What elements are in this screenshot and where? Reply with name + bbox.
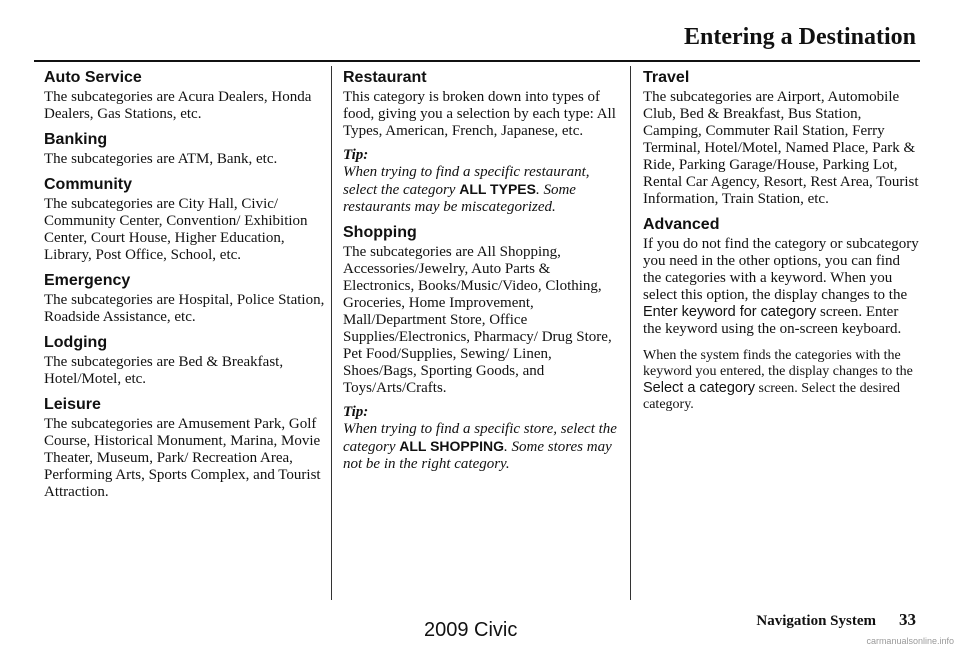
section-text [643, 348, 919, 413]
tip-text-post: . Some stores may not be in the right category. [343, 439, 612, 472]
section-heading: Travel [643, 69, 690, 86]
footer-label: Navigation System [756, 613, 876, 629]
advanced-text-post: screen. Enter the keyword using the on-screen keyboard. [643, 304, 902, 337]
section-restaurant [343, 68, 621, 216]
section-community [44, 175, 326, 264]
section-text: The subcategories are ATM, Bank, etc. [44, 151, 278, 167]
screen-name-enter-keyword: Enter keyword for category [643, 304, 817, 320]
tip-label: Tip: [343, 147, 369, 163]
tip-text [343, 164, 621, 216]
section-text: The subcategories are Hospital, Police Station, Roadside Assistance, etc. [44, 292, 325, 325]
section-text: This category is broken down into types of food, giving you a selection by each type: All Types, American, French, Japanese, etc. [343, 89, 616, 139]
section-heading: Leisure [44, 396, 101, 413]
tip-text-pre: When trying to find a specific restaurant, select the category [343, 164, 590, 198]
advanced-text2-pre: When the system finds the categories with the keyword you entered, the display changes to the [643, 348, 913, 379]
section-emergency [44, 271, 326, 326]
column-right [643, 68, 919, 420]
section-heading: Auto Service [44, 69, 142, 86]
column-middle [343, 68, 621, 480]
section-text: The subcategories are Airport, Automobile Club, Bed & Breakfast, Bus Station, Camping, Commuter Rail Station, Ferry Terminal, Hotel/Motel, Named Place, Park & Ride, Parking Garage/House, Parking Lot, Rental Car Agency, Resort, Rest Area, Tourist Information, Train Station, etc. [643, 89, 919, 207]
section-shopping [343, 223, 621, 473]
column-divider [630, 66, 631, 600]
tip-term-all-shopping: ALL SHOPPING [399, 438, 504, 454]
title-rule [34, 60, 920, 62]
model-label: 2009 Civic [424, 619, 518, 641]
section-text: The subcategories are Bed & Breakfast, Hotel/Motel, etc. [44, 354, 284, 387]
section-heading: Lodging [44, 334, 108, 351]
tip-text-pre: When trying to find a specific store, select the category [343, 421, 617, 455]
column-left [44, 68, 326, 508]
section-travel [643, 68, 919, 208]
screen-name-select-category: Select a category [643, 380, 756, 396]
tip-text-post: . Some restaurants may be miscategorized. [343, 182, 576, 215]
advanced-text-pre: If you do not find the category or subcategory you need in the other options, you can find the categories with a keyword. When you select this option, the display changes to the [643, 236, 919, 303]
section-heading: Emergency [44, 272, 131, 289]
section-heading: Banking [44, 131, 108, 148]
section-heading: Shopping [343, 224, 417, 241]
section-auto-service [44, 68, 326, 123]
column-divider [331, 66, 332, 600]
section-heading: Community [44, 176, 132, 193]
section-banking [44, 130, 326, 168]
section-advanced [643, 215, 919, 413]
page-number: 33 [899, 610, 916, 629]
watermark: carmanualsonline.info [866, 636, 954, 646]
advanced-text2-post: screen. Select the desired category. [643, 381, 901, 412]
section-text: The subcategories are City Hall, Civic/ Community Center, Convention/ Exhibition Center, Court House, Higher Education, Library, Post Office, School, etc. [44, 196, 308, 263]
section-text: The subcategories are Amusement Park, Golf Course, Historical Monument, Marina, Movie Theater, Museum, Park/ Recreation Area, Performing Arts, Sports Complex, and Tourist Attraction. [44, 416, 321, 500]
section-lodging [44, 333, 326, 388]
section-text: The subcategories are All Shopping, Accessories/Jewelry, Auto Parts & Electronics, Books/Music/Video, Clothing, Groceries, Home Improvement, Mall/Department Store, Office Supplies/Electronics, Pharmacy/ Drug Store, Pet Food/Supplies, Sewing/ Linen, Shoes/Bags, Sporting Goods, and Toys/Arts/Crafts. [343, 244, 612, 396]
section-text [643, 236, 919, 338]
tip-label: Tip: [343, 404, 369, 420]
tip-text [343, 421, 621, 473]
section-heading: Advanced [643, 216, 720, 233]
section-leisure [44, 395, 326, 501]
tip-term-all-types: ALL TYPES [459, 181, 536, 197]
section-text: The subcategories are Acura Dealers, Honda Dealers, Gas Stations, etc. [44, 89, 312, 122]
page-title: Entering a Destination [683, 24, 916, 50]
section-heading: Restaurant [343, 69, 427, 86]
